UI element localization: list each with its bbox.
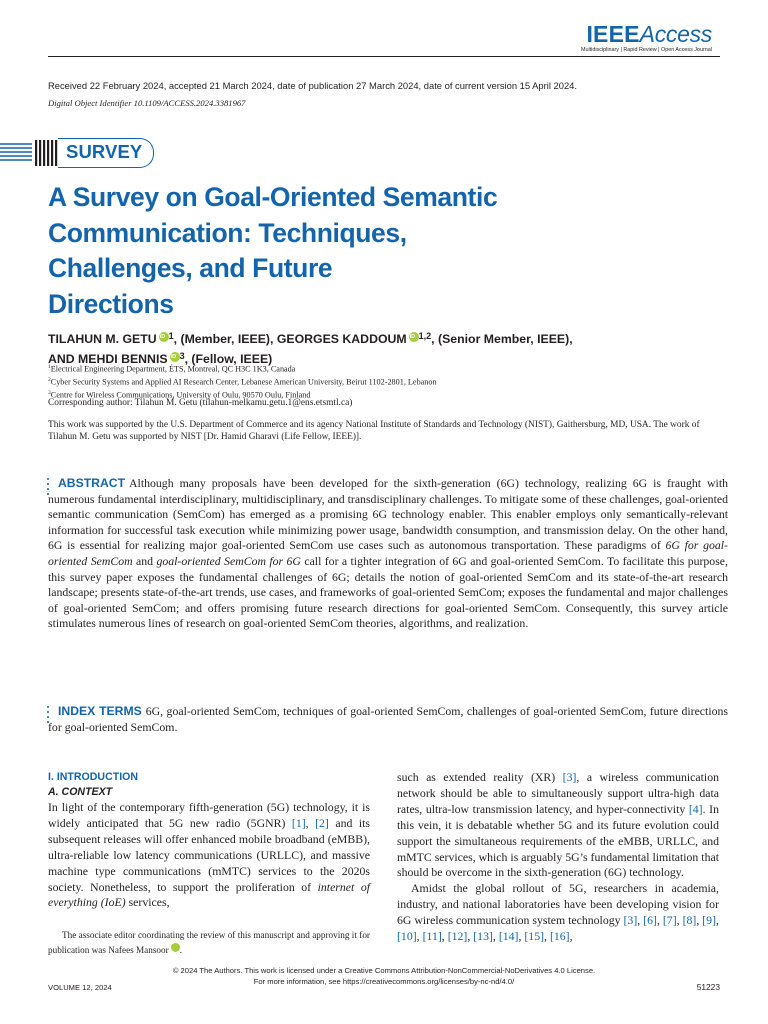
citation-link[interactable]: [4] xyxy=(688,801,703,816)
index-terms-label: INDEX TERMS xyxy=(58,704,142,718)
subsection-heading: A. CONTEXT xyxy=(48,786,113,798)
body-text: In light of the contemporary fifth-generation (5G) technology, it is widely anticipated that 5G new radio (5GNR) xyxy=(48,800,370,830)
title-line: Directions xyxy=(48,288,174,319)
orcid-icon[interactable] xyxy=(159,332,169,342)
citation-link[interactable]: [2] xyxy=(315,815,329,830)
paper-title xyxy=(48,180,518,322)
logo-brand-bold: IEEE xyxy=(586,21,640,47)
license-line[interactable]: For more information, see https://creativecommons.org/licenses/by-nc-nd/4.0/ xyxy=(253,977,515,986)
logo-brand-italic: Access xyxy=(639,21,712,47)
author-affil-sup: 1,2 xyxy=(418,331,432,341)
editor-footnote xyxy=(48,929,370,957)
abstract-label: ABSTRACT xyxy=(58,476,126,490)
body-emphasis: internet of everything (IoE) xyxy=(48,879,370,910)
body-text: services, xyxy=(125,895,170,910)
citation-link[interactable]: [15] xyxy=(524,929,545,944)
abstract-text: Although many proposals have been developed for the sixth-generation (6G) technology, realizing 6G is fraught with numerous fundamental interdisciplinary, multidisciplinary, and transdisciplinary challenges. To mitigate some of these challenges, goal-oriented semantic communication (SemCom) has emerged as a promising 6G technology enabler. This enabler employs only semantically-relevant information for successful task execution while minimizing power usage, bandwidth consumption, and transmission delay. On the other hand, 6G is essential for realizing major goal-oriented SemCom use cases such as autonomous transportation. These paradigms of xyxy=(48,476,728,553)
affiliation-num: 3 xyxy=(48,390,51,397)
corresponding-author: Corresponding author: Tilahun M. Getu (tilahun-melkamu.getu.1@ens.etsmtl.ca) xyxy=(48,398,353,408)
affiliation-num: 2 xyxy=(48,377,51,384)
title-line: Communication: Techniques, xyxy=(48,217,407,248)
journal-logo xyxy=(586,22,712,46)
license-notice xyxy=(0,965,768,987)
body-text: . In this vein, it is debatable whether 5G and its future evolution could support the simultaneous requirements of the eMBB, URLLC, and mMTC services, which is arguably 5G’s fundamental limitation that should be overcome in the sixth-generation (6G) technology. xyxy=(397,801,720,880)
citation-link[interactable]: [13] xyxy=(473,929,493,944)
index-terms-block xyxy=(48,704,728,735)
abstract-emphasis: 6G for goal-oriented SemCom xyxy=(48,538,728,568)
survey-label: SURVEY xyxy=(66,141,143,162)
journal-tagline: Multidisciplinary | Rapid Review | Open Access Journal xyxy=(580,47,712,53)
author-name: GEORGES KADDOUM xyxy=(276,332,407,346)
section-heading: I. INTRODUCTION xyxy=(48,771,139,783)
affiliation-text: Cyber Security Systems and Applied AI Research Center, Lebanese American University, Beirut 1102-2801, Lebanon xyxy=(50,377,437,387)
affiliation-text: Centre for Wireless Communications, University of Oulu, 90570 Oulu, Finland xyxy=(50,391,311,401)
body-paragraph xyxy=(397,770,719,881)
author-name: TILAHUN M. GETU xyxy=(48,332,157,346)
body-text: such as extended reality (XR) xyxy=(397,770,563,784)
citation-link[interactable]: [11] xyxy=(422,929,442,944)
citation-link[interactable]: [7] xyxy=(662,913,677,928)
body-column-right xyxy=(397,770,719,945)
citation-link[interactable]: [3] xyxy=(562,770,577,784)
affiliation-num: 1 xyxy=(48,364,51,370)
affiliation-item xyxy=(48,375,437,388)
header-rule xyxy=(48,56,720,57)
citation-link[interactable]: [12] xyxy=(447,929,468,944)
citation-link[interactable]: [10] xyxy=(397,929,417,944)
volume-label: VOLUME 12, 2024 xyxy=(48,983,112,992)
title-line: A Survey on Goal-Oriented Semantic xyxy=(48,182,498,212)
body-text: Amidst the global rollout of 5G, researchers in academia, industry, and national laboratories have been developing vision for 6G wireless communication system technology xyxy=(397,881,719,928)
affiliations xyxy=(48,362,437,401)
author-name: AND MEHDI BENNIS xyxy=(48,351,168,366)
survey-banner xyxy=(0,136,160,170)
banner-stripes-icon xyxy=(0,136,60,170)
abstract-text: and xyxy=(132,553,157,568)
footnote-text: The associate editor coordinating the review of this manuscript and approving it for publication was Nafees Mansoor xyxy=(48,930,370,955)
author-affil-sup: 3 xyxy=(179,350,185,361)
doi-line: Digital Object Identifier 10.1109/ACCESS.2024.3381967 xyxy=(48,98,246,108)
citation-link[interactable]: [8] xyxy=(682,913,697,928)
affiliation-item xyxy=(48,362,437,375)
index-terms-text: 6G, goal-oriented SemCom, techniques of goal-oriented SemCom, challenges of goal-oriented SemCom, future directions for goal-oriented SemCom. xyxy=(48,704,728,734)
body-text: , xyxy=(305,815,316,830)
page-number: 51223 xyxy=(696,982,720,992)
body-paragraph xyxy=(48,800,370,911)
citation-link[interactable]: [3] xyxy=(623,913,638,928)
citation-link[interactable]: [14] xyxy=(498,929,519,944)
license-line: © 2024 The Authors. This work is licensed under a Creative Commons Attribution-NonCommercial-NoDerivatives 4.0 License. xyxy=(172,966,596,975)
author-role: , (Member, IEEE), xyxy=(173,332,277,346)
orcid-icon[interactable] xyxy=(171,943,180,952)
funding-note: This work was supported by the U.S. Department of Commerce and its agency National Institute of Standards and Technology (NIST), Gaithersburg, MD, USA. The work of Tilahun M. Getu was supported by NIST [Dr. Hamid Gharavi (Life Fellow, IEEE)]. xyxy=(48,420,700,442)
citation-link[interactable]: [16] xyxy=(549,929,570,944)
citation-link[interactable]: [6] xyxy=(643,913,657,928)
abstract-text: call for a tighter integration of 6G and goal-oriented SemCom. To facilitate this purpose, this survey paper exposes the fundamental challenges of 6G; details the notion of goal-oriented SemCom and its state-of-the-art research landscape; presents state-of-the-art trends, use cases, and frameworks of goal-oriented SemCom; exposes the fundamental and major challenges of goal-oriented SemCom; and offers promising future research directions for goal-oriented SemCom. Consequently, this survey article stimulates numerous lines of research on goal-oriented SemCom theories, algorithms, and realization. xyxy=(48,553,728,631)
body-text: , a wireless communication network should be able to simultaneously support ultra-high data rates, ultra-low transmission latency, and hyper-connectivity xyxy=(397,770,719,816)
orcid-icon[interactable] xyxy=(170,352,180,362)
abstract-block xyxy=(48,476,728,632)
body-paragraph: Amidst the global rollout of 5G, researchers in academia, industry, and national laboratories have been developing vision for 6G wireless communication system technology [3], [6], [7], [8], [9], [10], [11], [12], [13], [14], [15], [16], xyxy=(397,881,719,944)
citation-link[interactable]: [1] xyxy=(291,815,306,830)
abstract-emphasis: goal-oriented SemCom for 6G xyxy=(156,553,301,568)
affiliation-text: Electrical Engineering Department, ÉTS, Montreal, QC H3C 1K3, Canada xyxy=(50,364,296,374)
body-text: and its subsequent releases will offer enhanced mobile broadband (eMBB), ultra-reliable low latency communications (URLLC), and massive machine type communications (mMTC) services to the 2020s society. Nonetheless, to support the proliferation of xyxy=(48,815,370,894)
author-affil-sup: 1 xyxy=(168,331,174,341)
title-line: Challenges, and Future xyxy=(48,253,333,283)
orcid-icon[interactable] xyxy=(409,332,419,342)
body-column-left xyxy=(48,770,370,911)
author-role: , (Fellow, IEEE) xyxy=(184,351,273,366)
received-dates: Received 22 February 2024, accepted 21 March 2024, date of publication 27 March 2024, date of current version 15 April 2024. xyxy=(48,80,577,91)
citation-link[interactable]: [9] xyxy=(702,913,717,928)
author-role: , (Senior Member, IEEE), xyxy=(431,332,573,346)
